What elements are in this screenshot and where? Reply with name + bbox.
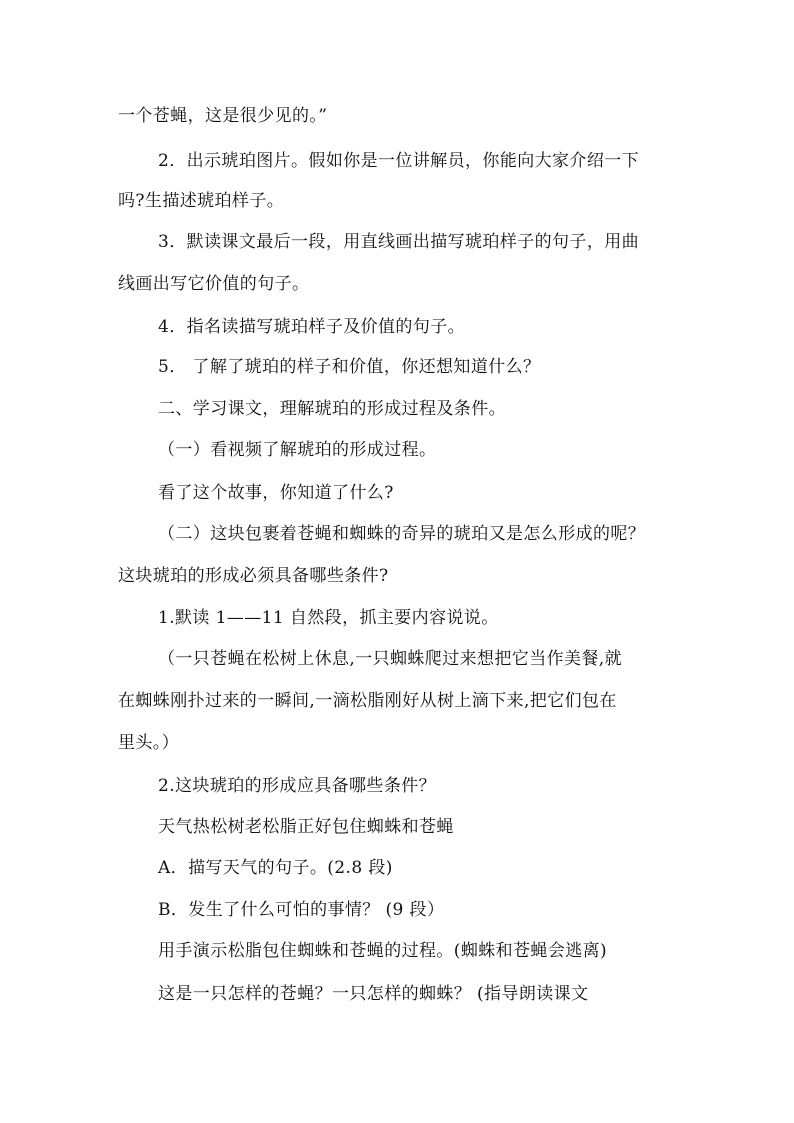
text-line-13: 1.默读 1——11 自然段，抓主要内容说说。 xyxy=(158,608,499,628)
text-line-15: 在蜘蛛刚扑过来的一瞬间,一滴松脂刚好从树上滴下来,把它们包在 xyxy=(118,691,617,711)
text-line-10: 看了这个故事，你知道了什么? xyxy=(158,483,394,503)
text-line-2: 2．出示琥珀图片。假如你是一位讲解员，你能向大家介绍一下 xyxy=(158,151,640,171)
text-line-1: 一个苍蝇，这是很少见的。” xyxy=(118,106,328,126)
subsection-heading-1: （一）看视频了解琥珀的形成过程。 xyxy=(158,440,437,460)
text-line-19: A．描写天气的句子。(2.8 段) xyxy=(158,858,393,878)
text-line-21: 用手演示松脂包住蜘蛛和苍蝇的过程。(蜘蛛和苍蝇会逃离) xyxy=(158,941,608,961)
text-line-3: 吗?生描述琥珀样子。 xyxy=(118,191,285,211)
text-line-14: （一只苍蝇在松树上休息,一只蜘蛛爬过来想把它当作美餐,就 xyxy=(158,649,623,669)
text-line-16: 里头。） xyxy=(118,733,180,753)
text-line-22: 这是一只怎样的苍蝇？一只怎样的蜘蛛？ (指导朗读课文 xyxy=(158,984,589,1004)
section-heading: 二、学习课文，理解琥珀的形成过程及条件。 xyxy=(158,399,506,419)
text-line-5: 线画出写它价值的句子。 xyxy=(118,274,310,294)
text-line-4: 3．默读课文最后一段，用直线画出描写琥珀样子的句子，用曲 xyxy=(158,232,640,252)
text-line-18: 天气热松树老松脂正好包住蜘蛛和苍蝇 xyxy=(158,817,454,837)
text-line-17: 2.这块琥珀的形成应具备哪些条件？ xyxy=(158,776,437,796)
text-line-7: 5． 了解了琥珀的样子和价值，你还想知道什么？ xyxy=(158,357,541,377)
text-line-12: 这块琥珀的形成必须具备哪些条件? xyxy=(118,566,389,586)
text-line-6: 4．指名读描写琥珀样子及价值的句子。 xyxy=(158,317,466,337)
subsection-heading-2: （二）这块包裹着苍蝇和蜘蛛的奇异的琥珀又是怎么形成的呢？ xyxy=(158,524,646,544)
text-line-20: B．发生了什么可怕的事情？ (9 段） xyxy=(158,900,445,920)
